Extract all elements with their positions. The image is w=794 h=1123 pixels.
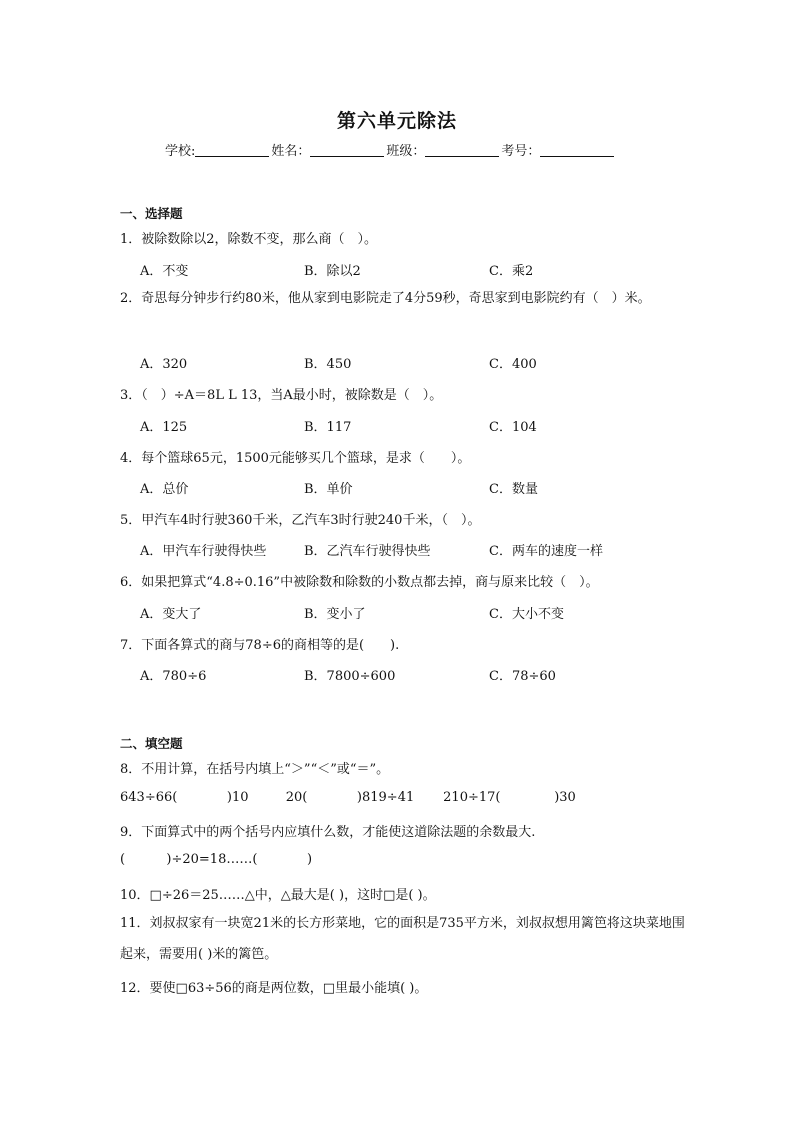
q5-option-c[interactable]: C．两车的速度一样 (489, 544, 603, 559)
name-label: 姓名： (271, 144, 311, 159)
q3-option-a[interactable]: A．125 (140, 420, 188, 435)
question-11[interactable]: 11．刘叔叔家有一块宽21米的长方形菜地，它的面积是735平方米，刘叔叔想用篱笆将这块菜地围起来，需要用( )米的篱笆。 (120, 916, 685, 962)
number-blank[interactable] (540, 144, 614, 157)
name-blank[interactable] (310, 144, 384, 157)
q3-option-b[interactable]: B．117 (304, 420, 352, 435)
q1-option-b[interactable]: B．除以2 (304, 264, 361, 279)
question-6: 6．如果把算式“4.8÷0.16”中被除数和除数的小数点都去掉，商与原来比较（ ）。 (120, 575, 599, 590)
q8-fill-line[interactable]: 643÷66( )10 20( )819÷41 210÷17( )30 (120, 790, 576, 805)
q9-fill-line[interactable]: ( )÷20=18……( ) (120, 852, 313, 867)
number-label: 考号： (501, 144, 541, 159)
question-5: 5．甲汽车4时行驶360千米，乙汽车3时行驶240千米，（ ）。 (120, 513, 481, 528)
q1-option-c[interactable]: C．乘2 (489, 264, 534, 279)
q6-option-a[interactable]: A．变大了 (140, 607, 202, 622)
section-heading-choice: 一、选择题 (120, 206, 183, 221)
question-1: 1．被除数除以2，除数不变，那么商（ ）。 (120, 232, 378, 247)
school-label: 学校: (165, 144, 196, 159)
q6-option-b[interactable]: B．变小了 (304, 607, 366, 622)
q4-option-a[interactable]: A．总价 (140, 482, 189, 497)
student-info-line (165, 140, 616, 159)
q1-option-a[interactable]: A．不变 (140, 264, 189, 279)
q2-option-a[interactable]: A．320 (140, 357, 188, 372)
q5-option-a[interactable]: A．甲汽车行驶得快些 (140, 544, 267, 559)
q2-option-b[interactable]: B．450 (304, 357, 352, 372)
class-label: 班级： (386, 144, 426, 159)
question-4: 4．每个篮球65元，1500元能够买几个篮球，是求（ ）。 (120, 451, 471, 466)
q6-option-c[interactable]: C．大小不变 (489, 607, 564, 622)
class-blank[interactable] (425, 144, 499, 157)
q4-option-b[interactable]: B．单价 (304, 482, 353, 497)
q7-option-b[interactable]: B．7800÷600 (304, 669, 396, 684)
question-9: 9．下面算式中的两个括号内应填什么数，才能使这道除法题的余数最大. (120, 825, 536, 840)
q7-option-c[interactable]: C．78÷60 (489, 669, 556, 684)
school-blank[interactable] (195, 144, 269, 157)
question-7: 7．下面各算式的商与78÷6的商相等的是( ). (120, 638, 400, 653)
q3-option-c[interactable]: C．104 (489, 420, 537, 435)
q5-option-b[interactable]: B．乙汽车行驶得快些 (304, 544, 431, 559)
q2-option-c[interactable]: C．400 (489, 357, 537, 372)
question-3: 3．（ ）÷A＝8L L 13，当A最小时，被除数是（ ）。 (120, 388, 443, 403)
page-title: 第六单元除法 (336, 110, 457, 132)
section-heading-fill: 二、填空题 (120, 736, 183, 751)
q4-option-c[interactable]: C．数量 (489, 482, 538, 497)
question-10[interactable]: 10．□÷26＝25……△中，△最大是( )，这时□是( )。 (120, 888, 436, 903)
q7-option-a[interactable]: A．780÷6 (140, 669, 207, 684)
question-2: 2．奇思每分钟步行约80米，他从家到电影院走了4分59秒，奇思家到电影院约有（ ）米。 (120, 291, 651, 306)
question-12[interactable]: 12．要使□63÷56的商是两位数，□里最小能填( )。 (120, 981, 428, 996)
question-8: 8．不用计算，在括号内填上“＞”“＜”或“＝”。 (120, 762, 390, 777)
